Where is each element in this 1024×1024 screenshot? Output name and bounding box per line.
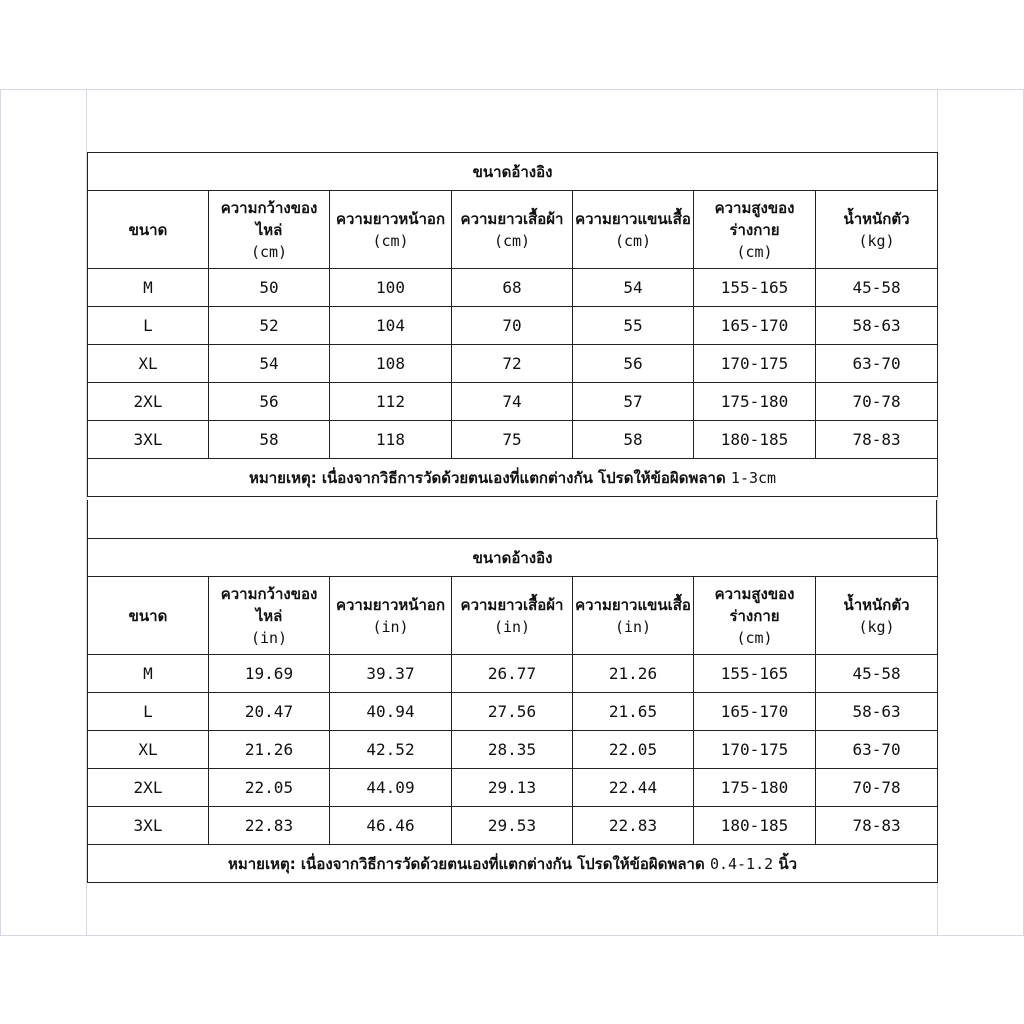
size-table-cm — [87, 152, 938, 497]
table-spacer-row — [87, 500, 937, 538]
column-header — [694, 577, 816, 655]
value-cell: 165-170 — [694, 307, 816, 345]
table-header-row — [88, 191, 938, 269]
column-header — [330, 191, 452, 269]
value-cell: 57 — [573, 383, 694, 421]
column-header — [452, 191, 573, 269]
value-cell: 45-58 — [816, 655, 938, 693]
size-cell: L — [88, 307, 209, 345]
note-suffix: นิ้ว — [778, 854, 798, 873]
value-cell: 46.46 — [330, 807, 452, 845]
note-value: 0.4-1.2 — [709, 854, 774, 873]
table-title: ขนาดอ้างอิง — [88, 539, 938, 577]
column-header-unit: (cm) — [736, 628, 773, 647]
table-title-row — [88, 153, 938, 191]
table-row — [88, 269, 938, 307]
value-cell: 112 — [330, 383, 452, 421]
value-cell: 180-185 — [694, 807, 816, 845]
column-header-label: ความยาวแขนเสื้อ — [575, 209, 691, 228]
table-row — [88, 383, 938, 421]
value-cell: 68 — [452, 269, 573, 307]
value-cell: 55 — [573, 307, 694, 345]
column-header — [209, 577, 330, 655]
value-cell: 39.37 — [330, 655, 452, 693]
value-cell: 72 — [452, 345, 573, 383]
value-cell: 165-170 — [694, 693, 816, 731]
value-cell: 56 — [209, 383, 330, 421]
value-cell: 175-180 — [694, 769, 816, 807]
table-row — [88, 345, 938, 383]
table-note — [88, 459, 938, 497]
size-cell: 3XL — [88, 807, 209, 845]
column-header-label: ความยาวเสื้อผ้า — [460, 595, 564, 614]
value-cell: 74 — [452, 383, 573, 421]
table-row — [88, 807, 938, 845]
value-cell: 29.53 — [452, 807, 573, 845]
value-cell: 54 — [209, 345, 330, 383]
table-header-row — [88, 577, 938, 655]
value-cell: 28.35 — [452, 731, 573, 769]
value-cell: 118 — [330, 421, 452, 459]
value-cell: 155-165 — [694, 655, 816, 693]
table-row — [88, 307, 938, 345]
table-title-row — [88, 539, 938, 577]
column-header-label: ความกว้างของไหล่ — [220, 584, 318, 625]
size-cell: L — [88, 693, 209, 731]
value-cell: 108 — [330, 345, 452, 383]
value-cell: 50 — [209, 269, 330, 307]
column-header-label: ความยาวเสื้อผ้า — [460, 209, 564, 228]
value-cell: 170-175 — [694, 345, 816, 383]
value-cell: 58 — [573, 421, 694, 459]
table-note-row — [88, 845, 938, 883]
column-header-unit: (cm) — [250, 242, 288, 261]
value-cell: 100 — [330, 269, 452, 307]
value-cell: 21.65 — [573, 693, 694, 731]
value-cell: 58 — [209, 421, 330, 459]
value-cell: 21.26 — [573, 655, 694, 693]
value-cell: 45-58 — [816, 269, 938, 307]
table-title: ขนาดอ้างอิง — [88, 153, 938, 191]
value-cell: 63-70 — [816, 731, 938, 769]
size-cell: 2XL — [88, 769, 209, 807]
column-header-unit: (in) — [493, 617, 531, 636]
size-cell: 3XL — [88, 421, 209, 459]
column-header-unit: (kg) — [858, 617, 895, 636]
column-header-label: ขนาด — [128, 606, 168, 625]
size-cell: M — [88, 655, 209, 693]
column-header-unit: (kg) — [858, 231, 895, 250]
value-cell: 70-78 — [816, 769, 938, 807]
column-header — [88, 191, 209, 269]
value-cell: 42.52 — [330, 731, 452, 769]
column-header-label: น้ำหนักตัว — [843, 595, 910, 614]
table-note-row — [88, 459, 938, 497]
value-cell: 26.77 — [452, 655, 573, 693]
value-cell: 56 — [573, 345, 694, 383]
column-header — [88, 577, 209, 655]
value-cell: 75 — [452, 421, 573, 459]
note-text: หมายเหตุ: เนื่องจากวิธีการวัดด้วยตนเองที่แตกต่างกัน โปรดให้ข้อผิดพลาด — [248, 468, 726, 487]
value-cell: 19.69 — [209, 655, 330, 693]
size-cell: M — [88, 269, 209, 307]
column-header-unit: (cm) — [736, 242, 773, 261]
table-row — [88, 655, 938, 693]
column-header-unit: (in) — [250, 628, 288, 647]
page-border-left-outer — [0, 89, 1, 936]
size-cell: XL — [88, 345, 209, 383]
value-cell: 155-165 — [694, 269, 816, 307]
column-header — [816, 577, 938, 655]
value-cell: 78-83 — [816, 807, 938, 845]
column-header-label: ความสูงของร่างกาย — [714, 198, 795, 239]
value-cell: 78-83 — [816, 421, 938, 459]
column-header — [694, 191, 816, 269]
value-cell: 170-175 — [694, 731, 816, 769]
column-header-label: น้ำหนักตัว — [843, 209, 910, 228]
column-header — [573, 191, 694, 269]
value-cell: 29.13 — [452, 769, 573, 807]
value-cell: 22.83 — [209, 807, 330, 845]
column-header-unit: (cm) — [493, 231, 531, 250]
column-header-label: ขนาด — [128, 220, 168, 239]
value-cell: 175-180 — [694, 383, 816, 421]
column-header — [573, 577, 694, 655]
note-text: หมายเหตุ: เนื่องจากวิธีการวัดด้วยตนเองที่แตกต่างกัน โปรดให้ข้อผิดพลาด — [227, 854, 705, 873]
column-header-unit: (in) — [372, 617, 409, 636]
value-cell: 58-63 — [816, 307, 938, 345]
column-header-unit: (cm) — [614, 231, 652, 250]
size-table-in — [87, 538, 938, 883]
value-cell: 22.83 — [573, 807, 694, 845]
value-cell: 70-78 — [816, 383, 938, 421]
value-cell: 63-70 — [816, 345, 938, 383]
table-row — [88, 769, 938, 807]
column-header-label: ความกว้างของไหล่ — [220, 198, 318, 239]
column-header — [452, 577, 573, 655]
value-cell: 27.56 — [452, 693, 573, 731]
note-value: 1-3cm — [730, 468, 777, 487]
table-row — [88, 421, 938, 459]
value-cell: 70 — [452, 307, 573, 345]
value-cell: 22.05 — [573, 731, 694, 769]
value-cell: 22.44 — [573, 769, 694, 807]
table-row — [88, 693, 938, 731]
value-cell: 40.94 — [330, 693, 452, 731]
column-header — [816, 191, 938, 269]
column-header-unit: (cm) — [372, 231, 409, 250]
table-note — [88, 845, 938, 883]
column-header — [209, 191, 330, 269]
value-cell: 104 — [330, 307, 452, 345]
table-row — [88, 731, 938, 769]
value-cell: 22.05 — [209, 769, 330, 807]
value-cell: 20.47 — [209, 693, 330, 731]
value-cell: 54 — [573, 269, 694, 307]
value-cell: 21.26 — [209, 731, 330, 769]
size-cell: XL — [88, 731, 209, 769]
value-cell: 44.09 — [330, 769, 452, 807]
value-cell: 52 — [209, 307, 330, 345]
size-cell: 2XL — [88, 383, 209, 421]
column-header-label: ความยาวแขนเสื้อ — [575, 595, 691, 614]
value-cell: 58-63 — [816, 693, 938, 731]
value-cell: 180-185 — [694, 421, 816, 459]
column-header-label: ความยาวหน้าอก — [335, 595, 446, 614]
column-header-unit: (in) — [614, 617, 652, 636]
column-header-label: ความยาวหน้าอก — [335, 209, 446, 228]
column-header-label: ความสูงของร่างกาย — [714, 584, 795, 625]
column-header — [330, 577, 452, 655]
